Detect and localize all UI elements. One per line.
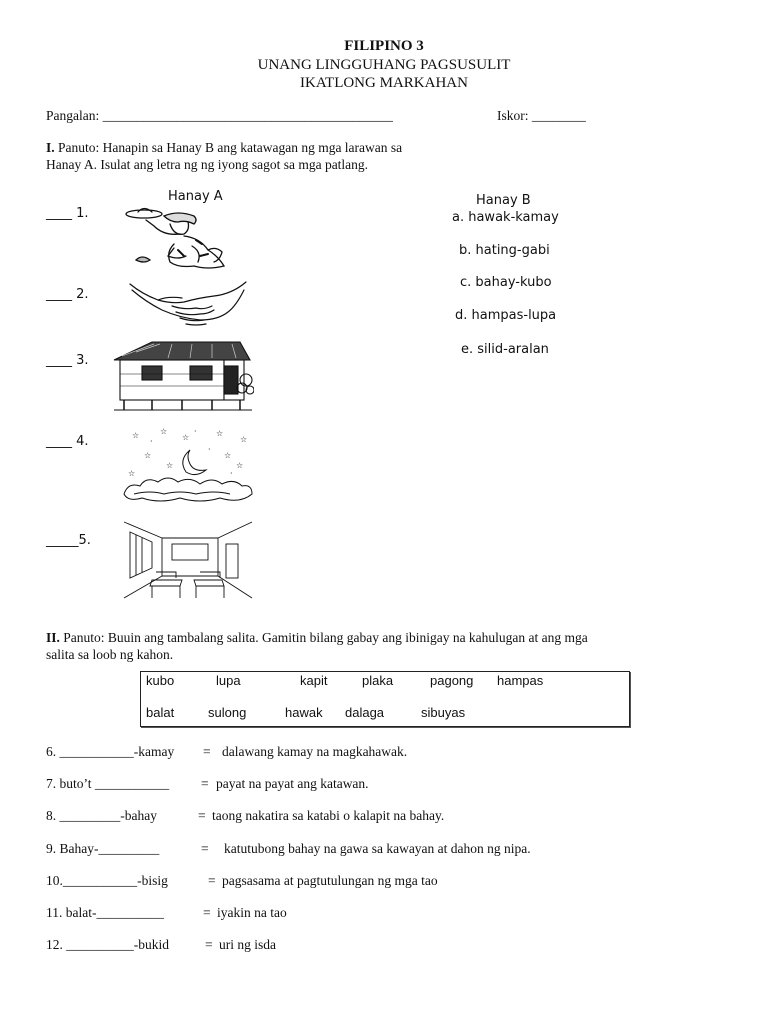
question-7-item[interactable]: 7. buto’t ___________ xyxy=(46,776,170,791)
word-pagong: pagong xyxy=(430,673,474,688)
svg-text:☆: ☆ xyxy=(160,427,168,436)
clasped-hands-icon xyxy=(128,280,250,330)
question-12-equals: = xyxy=(205,937,213,952)
item-1-blank[interactable]: ____ 1. xyxy=(46,206,89,221)
svg-text:☆: ☆ xyxy=(132,431,140,440)
word-hampas: hampas xyxy=(497,673,544,688)
word-dalaga: dalaga xyxy=(345,705,385,720)
night-sky-icon xyxy=(120,424,256,506)
svg-text:☆: ☆ xyxy=(216,429,224,438)
question-9-meaning: katutubong bahay na gawa sa kawayan at dahon ng nipa. xyxy=(224,841,531,856)
question-12-meaning: uri ng isda xyxy=(219,937,276,952)
question-6-meaning: dalawang kamay na magkahawak. xyxy=(222,744,408,759)
question-11-item[interactable]: 11. balat-__________ xyxy=(46,905,164,920)
part2-roman: II. xyxy=(46,630,60,645)
subject-title: FILIPINO 3 xyxy=(344,38,424,54)
word-kubo: kubo xyxy=(146,673,175,688)
question-9-equals: = xyxy=(201,841,209,856)
question-7-meaning: payat na payat ang katawan. xyxy=(216,776,369,791)
part1-instruction-text: Panuto: Hanapin sa Hanay B ang katawagan ng mga larawan sa xyxy=(54,140,403,155)
choice-c: c. bahay-kubo xyxy=(460,275,552,290)
beggar-icon xyxy=(108,206,238,274)
word-kapit: kapit xyxy=(300,673,328,688)
part1-instruction-line1 xyxy=(46,140,402,156)
question-11-equals: = xyxy=(203,905,211,920)
question-9-item[interactable]: 9. Bahay-_________ xyxy=(46,841,160,856)
question-6-item[interactable]: 6. ___________-kamay xyxy=(46,744,175,759)
svg-text:☆: ☆ xyxy=(166,461,174,470)
svg-text:☆: ☆ xyxy=(128,469,136,478)
question-6-equals: = xyxy=(203,744,211,759)
item-2-blank[interactable]: ____ 2. xyxy=(46,287,89,302)
svg-text:☆: ☆ xyxy=(236,461,244,470)
part2-instruction-line2: salita sa loob ng kahon. xyxy=(46,647,174,662)
question-7-equals: = xyxy=(201,776,209,791)
item-3-blank[interactable]: ____ 3. xyxy=(46,353,89,368)
question-10-meaning: pagsasama at pagtutulungan ng mga tao xyxy=(222,873,438,888)
part1-roman: I. xyxy=(46,140,55,155)
svg-text:☆: ☆ xyxy=(224,451,232,460)
question-11-meaning: iyakin na tao xyxy=(217,905,287,920)
question-8-equals: = xyxy=(198,808,206,823)
name-field-label: Pangalan: ___________________________________________ xyxy=(46,108,393,123)
question-8-meaning: taong nakatira sa katabi o kalapit na bahay. xyxy=(212,808,445,823)
question-10-item[interactable]: 10.___________-bisig xyxy=(46,873,168,888)
svg-text:☆: ☆ xyxy=(182,433,190,442)
item-5-blank[interactable]: _____5. xyxy=(46,533,91,548)
column-b-label: Hanay B xyxy=(476,193,531,208)
svg-text:·: · xyxy=(150,437,153,446)
score-field-label: Iskor: ________ xyxy=(497,108,586,123)
word-hawak: hawak xyxy=(285,705,323,720)
exam-title: UNANG LINGGUHANG PAGSUSULIT xyxy=(257,57,511,73)
column-a-label: Hanay A xyxy=(168,189,223,204)
question-12-item[interactable]: 12. __________-bukid xyxy=(46,937,169,952)
word-balat: balat xyxy=(146,705,175,720)
word-sibuyas: sibuyas xyxy=(421,705,466,720)
word-sulong: sulong xyxy=(208,705,247,720)
part2-instruction-text: Panuto: Buuin ang tambalang salita. Gamitin bilang gabay ang ibinigay na kahulugan at ang mga xyxy=(59,630,588,645)
hut-icon xyxy=(112,338,254,412)
choice-b: b. hating-gabi xyxy=(459,243,550,258)
svg-text:·: · xyxy=(194,427,197,436)
choice-a: a. hawak-kamay xyxy=(452,210,559,225)
word-plaka: plaka xyxy=(362,673,394,688)
quarter-title: IKATLONG MARKAHAN xyxy=(300,75,468,91)
classroom-icon xyxy=(122,520,254,600)
question-10-equals: = xyxy=(208,873,216,888)
word-lupa: lupa xyxy=(216,673,241,688)
part2-instruction-line1 xyxy=(46,630,588,646)
svg-text:·: · xyxy=(230,469,233,478)
question-8-item[interactable]: 8. _________-bahay xyxy=(46,808,157,823)
choice-e: e. silid-aralan xyxy=(461,342,549,357)
svg-text:☆: ☆ xyxy=(240,435,248,444)
item-4-blank[interactable]: ____ 4. xyxy=(46,434,89,449)
svg-text:☆: ☆ xyxy=(144,451,152,460)
choice-d: d. hampas-lupa xyxy=(455,308,557,323)
part1-instruction-line2: Hanay A. Isulat ang letra ng ng iyong sagot sa mga patlang. xyxy=(46,157,369,172)
svg-text:·: · xyxy=(208,445,211,454)
